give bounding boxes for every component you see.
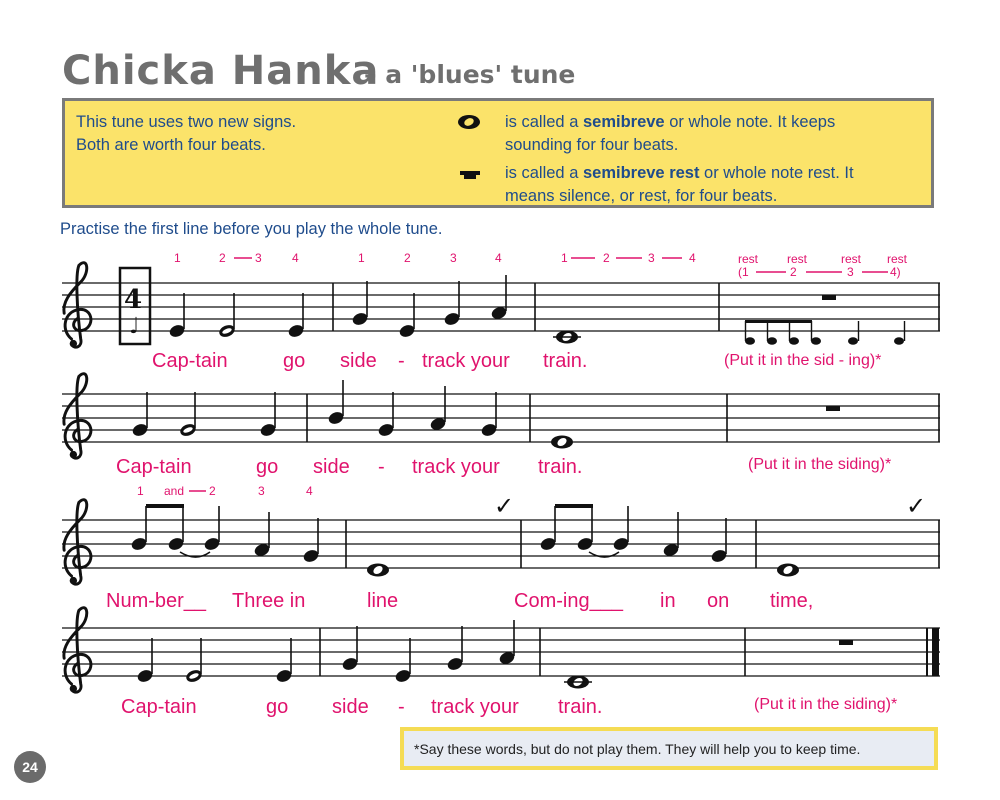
count: 1 — [174, 251, 181, 265]
lyric: go — [256, 456, 279, 478]
count: 3 — [648, 251, 655, 265]
page-subtitle: – a 'blues' tune — [364, 60, 576, 89]
lyric: on — [707, 590, 730, 612]
lyric: in — [660, 590, 676, 612]
staff-3 — [62, 492, 940, 584]
treble-clef-icon — [64, 500, 91, 585]
lyric: track your — [431, 696, 519, 718]
count: 3 — [450, 251, 457, 265]
spoken-words: (Put it in the siding)* — [748, 456, 892, 473]
lyric: Cap-tain — [152, 350, 228, 372]
lyric: Cap-tain — [116, 456, 192, 478]
semibreve-rest-description: is called a semibreve rest or whole note rest. It means silence, or rest, for four beats. — [505, 164, 854, 205]
breath-tick-icon: ✓ — [494, 492, 515, 520]
count-rest: rest — [787, 252, 808, 266]
staff-4 — [62, 608, 940, 693]
count: 2 — [404, 251, 411, 265]
lyric: Three in — [232, 590, 306, 612]
lyric: line — [367, 590, 399, 612]
lyric: time, — [770, 590, 814, 612]
semibreve-rest — [822, 295, 836, 300]
spoken-words: (Put it in the siding)* — [754, 696, 898, 713]
lyric: Num-ber__ — [106, 590, 207, 612]
crotchet-icon: ♩ — [129, 313, 140, 339]
lyric: - — [398, 350, 405, 372]
count: (1 — [738, 265, 749, 279]
count-rest: rest — [841, 252, 862, 266]
count: 2 — [219, 251, 226, 265]
lyric: track your — [412, 456, 500, 478]
lyric: side — [313, 456, 350, 478]
semibreve-rest — [826, 406, 840, 411]
final-barline — [932, 628, 939, 676]
count-rest: rest — [738, 252, 759, 266]
footnote: *Say these words, but do not play them. They will help you to keep time. — [400, 727, 938, 770]
info-intro-line2: Both are worth four beats. — [76, 136, 266, 154]
treble-clef-icon — [64, 608, 91, 693]
info-intro-line1: This tune uses two new signs. — [76, 113, 297, 131]
lyric: Cap-tain — [121, 696, 197, 718]
count: 4 — [689, 251, 696, 265]
lyric: side — [332, 696, 369, 718]
treble-clef-icon — [64, 263, 91, 348]
lyric: Com-ing___ — [514, 590, 623, 612]
semibreve-term: semibreve — [582, 113, 665, 131]
count: 1 — [561, 251, 568, 265]
treble-clef-icon — [64, 374, 91, 459]
practise-instruction: Practise the first line before you play the whole tune. — [60, 220, 443, 238]
semibreve-rest — [839, 640, 853, 645]
count: and — [164, 484, 185, 498]
count: 1 — [137, 484, 144, 498]
page-number: 24 — [14, 751, 46, 783]
time-signature: 4 — [124, 285, 143, 315]
lyric: go — [283, 350, 306, 372]
count: 3 — [255, 251, 262, 265]
lyric: train. — [543, 350, 588, 372]
lyric: train. — [538, 456, 583, 478]
count: 2 — [790, 265, 797, 279]
count: 4) — [890, 265, 901, 279]
page-title: Chicka Hanka — [62, 48, 380, 94]
lyric: track your — [422, 350, 510, 372]
lyric: - — [378, 456, 385, 478]
lyric: side — [340, 350, 377, 372]
lyric: - — [398, 696, 405, 718]
count: 1 — [358, 251, 365, 265]
semibreve-description: is called a semibreve or whole note. It keeps sounding for four beats. — [505, 113, 836, 154]
semibreve-rest-term: semibreve rest — [582, 164, 700, 182]
count-rest: rest — [887, 252, 908, 266]
staff-2 — [62, 374, 940, 459]
count: 3 — [847, 265, 854, 279]
lyric: go — [266, 696, 289, 718]
count: 4 — [306, 484, 313, 498]
count: 3 — [258, 484, 265, 498]
lyric: train. — [558, 696, 603, 718]
count: 4 — [292, 251, 299, 265]
count: 2 — [209, 484, 216, 498]
staff-1 — [62, 263, 940, 348]
breath-tick-icon: ✓ — [906, 492, 927, 520]
count: 4 — [495, 251, 502, 265]
count: 2 — [603, 251, 610, 265]
spoken-words: (Put it in the sid - ing)* — [724, 352, 882, 369]
